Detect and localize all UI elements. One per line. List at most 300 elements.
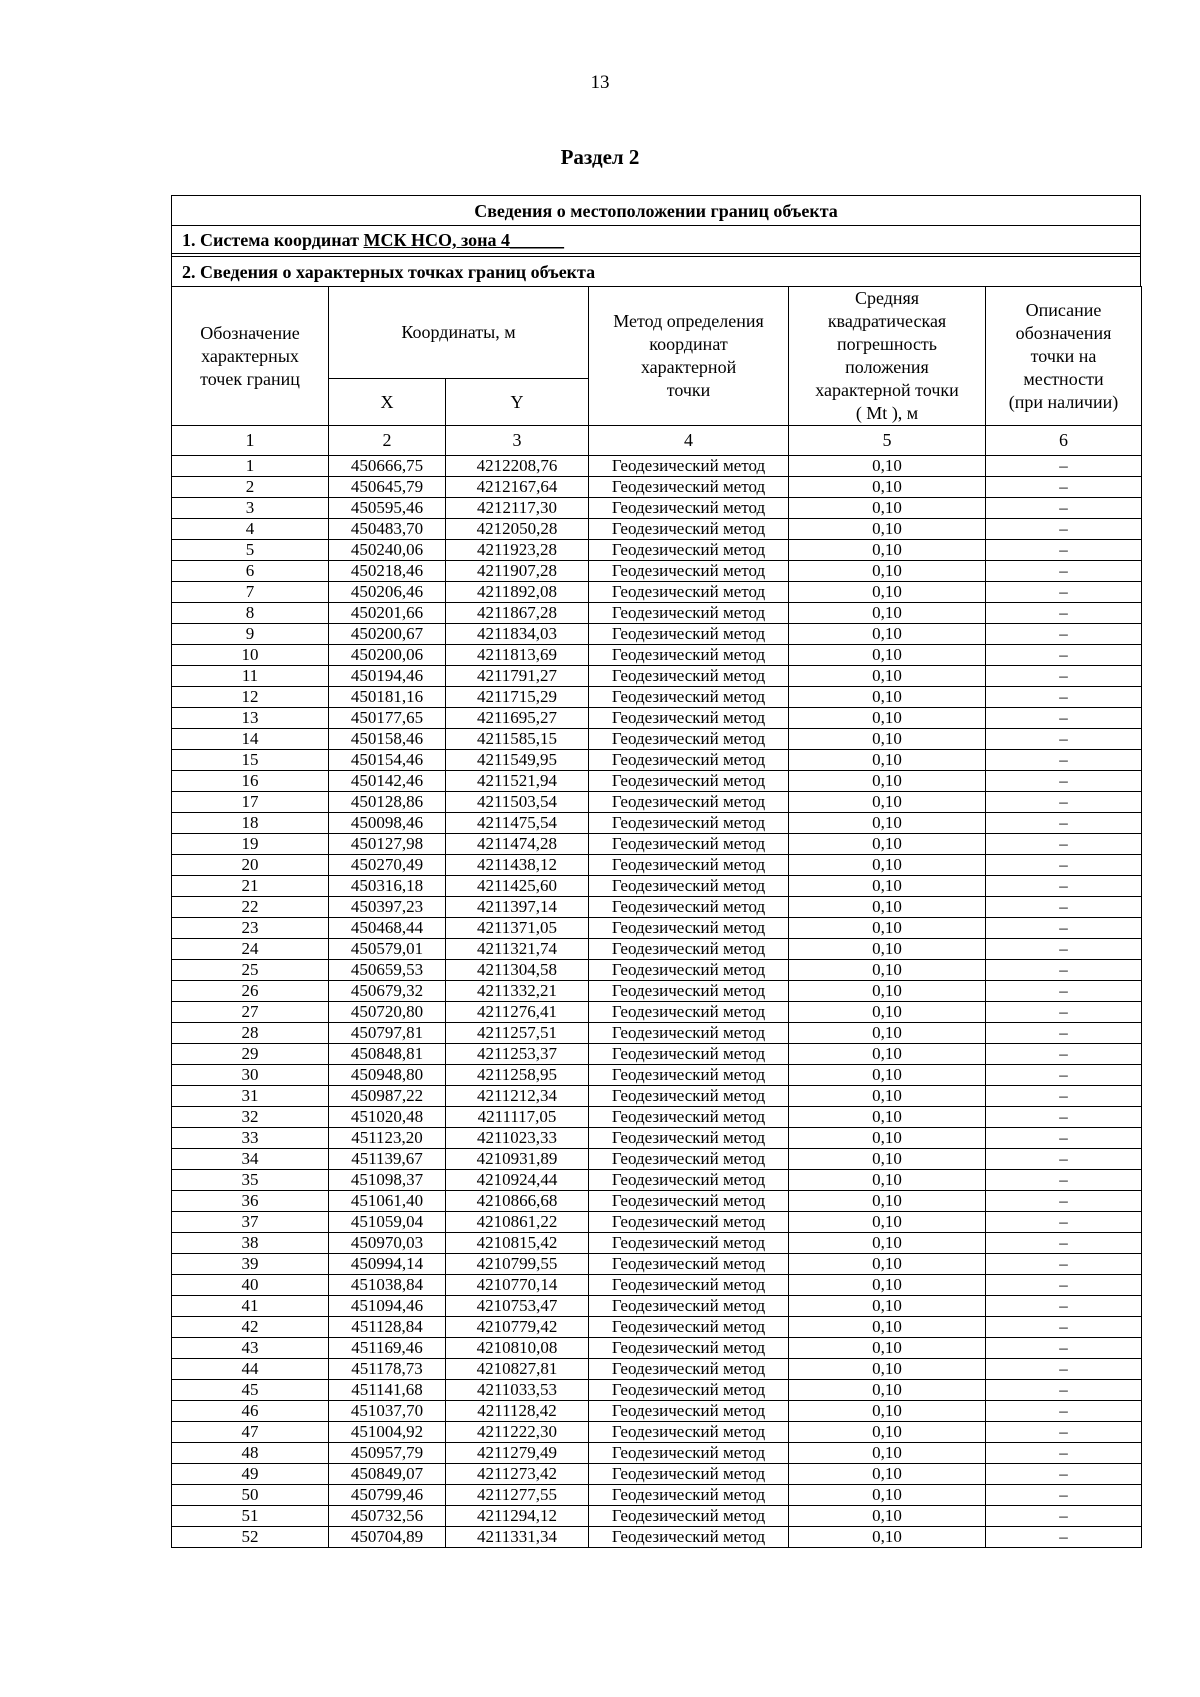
x-coordinate: 450127,98 <box>329 834 446 855</box>
description-cell: – <box>986 477 1142 498</box>
method-cell: Геодезический метод <box>589 477 789 498</box>
point-number: 30 <box>172 1065 329 1086</box>
y-coordinate: 4211892,08 <box>446 582 589 603</box>
point-number: 35 <box>172 1170 329 1191</box>
method-cell: Геодезический метод <box>589 498 789 519</box>
description-cell: – <box>986 603 1142 624</box>
table-row <box>172 1380 1142 1401</box>
y-coordinate: 4211294,12 <box>446 1506 589 1527</box>
error-cell: 0,10 <box>789 1527 986 1548</box>
method-cell: Геодезический метод <box>589 561 789 582</box>
description-cell: – <box>986 1380 1142 1401</box>
coordinate-system-value: МСК НСО, зона 4______ <box>363 230 565 250</box>
x-coordinate: 450098,46 <box>329 813 446 834</box>
table-row <box>172 1023 1142 1044</box>
table-row <box>172 687 1142 708</box>
y-coordinate: 4211521,94 <box>446 771 589 792</box>
method-cell: Геодезический метод <box>589 1002 789 1023</box>
y-coordinate: 4211331,34 <box>446 1527 589 1548</box>
table-row <box>172 1527 1142 1548</box>
point-number: 14 <box>172 729 329 750</box>
header-designation: Обозначение характерных точек границ <box>172 287 329 426</box>
x-coordinate: 451094,46 <box>329 1296 446 1317</box>
x-coordinate: 450994,14 <box>329 1254 446 1275</box>
point-number: 26 <box>172 981 329 1002</box>
table-title: Сведения о местоположении границ объекта <box>171 195 1141 225</box>
point-number: 41 <box>172 1296 329 1317</box>
description-cell: – <box>986 1107 1142 1128</box>
method-cell: Геодезический метод <box>589 1506 789 1527</box>
y-coordinate: 4211791,27 <box>446 666 589 687</box>
description-cell: – <box>986 1065 1142 1086</box>
method-cell: Геодезический метод <box>589 855 789 876</box>
x-coordinate: 450181,16 <box>329 687 446 708</box>
table-row <box>172 624 1142 645</box>
error-cell: 0,10 <box>789 918 986 939</box>
method-cell: Геодезический метод <box>589 1254 789 1275</box>
point-number: 36 <box>172 1191 329 1212</box>
point-number: 4 <box>172 519 329 540</box>
error-cell: 0,10 <box>789 519 986 540</box>
point-number: 45 <box>172 1380 329 1401</box>
x-coordinate: 451141,68 <box>329 1380 446 1401</box>
y-coordinate: 4211715,29 <box>446 687 589 708</box>
method-cell: Геодезический метод <box>589 519 789 540</box>
point-number: 49 <box>172 1464 329 1485</box>
description-cell: – <box>986 750 1142 771</box>
table-row <box>172 645 1142 666</box>
description-cell: – <box>986 1359 1142 1380</box>
point-number: 29 <box>172 1044 329 1065</box>
method-cell: Геодезический метод <box>589 918 789 939</box>
point-number: 12 <box>172 687 329 708</box>
description-cell: – <box>986 834 1142 855</box>
error-cell: 0,10 <box>789 1506 986 1527</box>
y-coordinate: 4210866,68 <box>446 1191 589 1212</box>
table-row <box>172 855 1142 876</box>
point-number: 47 <box>172 1422 329 1443</box>
x-coordinate: 450679,32 <box>329 981 446 1002</box>
point-number: 10 <box>172 645 329 666</box>
table-row <box>172 1359 1142 1380</box>
error-cell: 0,10 <box>789 1401 986 1422</box>
y-coordinate: 4211813,69 <box>446 645 589 666</box>
y-coordinate: 4211549,95 <box>446 750 589 771</box>
table-row <box>172 1254 1142 1275</box>
error-cell: 0,10 <box>789 1443 986 1464</box>
description-cell: – <box>986 687 1142 708</box>
y-coordinate: 4211332,21 <box>446 981 589 1002</box>
error-cell: 0,10 <box>789 561 986 582</box>
point-number: 37 <box>172 1212 329 1233</box>
y-coordinate: 4211867,28 <box>446 603 589 624</box>
y-coordinate: 4210770,14 <box>446 1275 589 1296</box>
table-row <box>172 1212 1142 1233</box>
description-cell: – <box>986 498 1142 519</box>
x-coordinate: 450158,46 <box>329 729 446 750</box>
y-coordinate: 4211273,42 <box>446 1464 589 1485</box>
table-row <box>172 519 1142 540</box>
method-cell: Геодезический метод <box>589 960 789 981</box>
point-number: 25 <box>172 960 329 981</box>
error-cell: 0,10 <box>789 1128 986 1149</box>
x-coordinate: 450948,80 <box>329 1065 446 1086</box>
y-coordinate: 4210815,42 <box>446 1233 589 1254</box>
method-cell: Геодезический метод <box>589 1359 789 1380</box>
description-cell: – <box>986 897 1142 918</box>
x-coordinate: 451098,37 <box>329 1170 446 1191</box>
point-number: 11 <box>172 666 329 687</box>
point-number: 27 <box>172 1002 329 1023</box>
x-coordinate: 451061,40 <box>329 1191 446 1212</box>
error-cell: 0,10 <box>789 813 986 834</box>
method-cell: Геодезический метод <box>589 981 789 1002</box>
x-coordinate: 451020,48 <box>329 1107 446 1128</box>
error-cell: 0,10 <box>789 708 986 729</box>
x-coordinate: 451169,46 <box>329 1338 446 1359</box>
method-cell: Геодезический метод <box>589 939 789 960</box>
error-cell: 0,10 <box>789 1317 986 1338</box>
description-cell: – <box>986 645 1142 666</box>
error-cell: 0,10 <box>789 750 986 771</box>
y-coordinate: 4211425,60 <box>446 876 589 897</box>
error-cell: 0,10 <box>789 477 986 498</box>
y-coordinate: 4211253,37 <box>446 1044 589 1065</box>
point-number: 44 <box>172 1359 329 1380</box>
point-number: 23 <box>172 918 329 939</box>
error-cell: 0,10 <box>789 1296 986 1317</box>
y-coordinate: 4210799,55 <box>446 1254 589 1275</box>
y-coordinate: 4211371,05 <box>446 918 589 939</box>
method-cell: Геодезический метод <box>589 1233 789 1254</box>
y-coordinate: 4211128,42 <box>446 1401 589 1422</box>
table-row <box>172 771 1142 792</box>
description-cell: – <box>986 729 1142 750</box>
header-x: X <box>329 379 446 426</box>
method-cell: Геодезический метод <box>589 1086 789 1107</box>
error-cell: 0,10 <box>789 771 986 792</box>
y-coordinate: 4211585,15 <box>446 729 589 750</box>
table-row <box>172 1443 1142 1464</box>
description-cell: – <box>986 1254 1142 1275</box>
description-cell: – <box>986 1338 1142 1359</box>
point-number: 38 <box>172 1233 329 1254</box>
x-coordinate: 450579,01 <box>329 939 446 960</box>
description-cell: – <box>986 939 1142 960</box>
description-cell: – <box>986 624 1142 645</box>
point-number: 16 <box>172 771 329 792</box>
method-cell: Геодезический метод <box>589 1275 789 1296</box>
description-cell: – <box>986 1212 1142 1233</box>
table-row <box>172 981 1142 1002</box>
description-cell: – <box>986 1233 1142 1254</box>
error-cell: 0,10 <box>789 645 986 666</box>
description-cell: – <box>986 1485 1142 1506</box>
table-row <box>172 1233 1142 1254</box>
y-coordinate: 4211695,27 <box>446 708 589 729</box>
x-coordinate: 450201,66 <box>329 603 446 624</box>
table-row <box>172 1317 1142 1338</box>
table-row <box>172 1170 1142 1191</box>
table-row <box>172 897 1142 918</box>
error-cell: 0,10 <box>789 1212 986 1233</box>
point-number: 52 <box>172 1527 329 1548</box>
error-cell: 0,10 <box>789 729 986 750</box>
table-row <box>172 834 1142 855</box>
table-row <box>172 603 1142 624</box>
table-row <box>172 1002 1142 1023</box>
point-number: 8 <box>172 603 329 624</box>
column-number: 3 <box>446 426 589 456</box>
table-row <box>172 813 1142 834</box>
description-cell: – <box>986 1506 1142 1527</box>
method-cell: Геодезический метод <box>589 1212 789 1233</box>
x-coordinate: 450200,67 <box>329 624 446 645</box>
x-coordinate: 451037,70 <box>329 1401 446 1422</box>
description-cell: – <box>986 1275 1142 1296</box>
method-cell: Геодезический метод <box>589 750 789 771</box>
y-coordinate: 4211304,58 <box>446 960 589 981</box>
description-cell: – <box>986 456 1142 477</box>
description-cell: – <box>986 1443 1142 1464</box>
description-cell: – <box>986 1422 1142 1443</box>
table-row <box>172 1149 1142 1170</box>
x-coordinate: 450987,22 <box>329 1086 446 1107</box>
error-cell: 0,10 <box>789 1359 986 1380</box>
y-coordinate: 4211907,28 <box>446 561 589 582</box>
point-number: 43 <box>172 1338 329 1359</box>
description-cell: – <box>986 1170 1142 1191</box>
description-cell: – <box>986 813 1142 834</box>
x-coordinate: 450154,46 <box>329 750 446 771</box>
method-cell: Геодезический метод <box>589 1191 789 1212</box>
method-cell: Геодезический метод <box>589 771 789 792</box>
error-cell: 0,10 <box>789 603 986 624</box>
y-coordinate: 4211277,55 <box>446 1485 589 1506</box>
point-number: 40 <box>172 1275 329 1296</box>
method-cell: Геодезический метод <box>589 1527 789 1548</box>
error-cell: 0,10 <box>789 1023 986 1044</box>
table-row <box>172 729 1142 750</box>
method-cell: Геодезический метод <box>589 1401 789 1422</box>
header-y: Y <box>446 379 589 426</box>
table-row <box>172 1275 1142 1296</box>
error-cell: 0,10 <box>789 1464 986 1485</box>
error-cell: 0,10 <box>789 897 986 918</box>
method-cell: Геодезический метод <box>589 666 789 687</box>
x-coordinate: 450128,86 <box>329 792 446 813</box>
point-number: 46 <box>172 1401 329 1422</box>
x-coordinate: 450200,06 <box>329 645 446 666</box>
x-coordinate: 450970,03 <box>329 1233 446 1254</box>
x-coordinate: 450799,46 <box>329 1485 446 1506</box>
method-cell: Геодезический метод <box>589 1338 789 1359</box>
x-coordinate: 450218,46 <box>329 561 446 582</box>
x-coordinate: 450595,46 <box>329 498 446 519</box>
y-coordinate: 4210861,22 <box>446 1212 589 1233</box>
error-cell: 0,10 <box>789 1107 986 1128</box>
x-coordinate: 451038,84 <box>329 1275 446 1296</box>
y-coordinate: 4211321,74 <box>446 939 589 960</box>
point-number: 20 <box>172 855 329 876</box>
table-row <box>172 1464 1142 1485</box>
description-cell: – <box>986 519 1142 540</box>
point-number: 21 <box>172 876 329 897</box>
description-cell: – <box>986 855 1142 876</box>
points-table-body <box>172 456 1142 1548</box>
header-method: Метод определения координат характерной точки <box>589 287 789 426</box>
error-cell: 0,10 <box>789 1065 986 1086</box>
y-coordinate: 4211117,05 <box>446 1107 589 1128</box>
x-coordinate: 450957,79 <box>329 1443 446 1464</box>
error-cell: 0,10 <box>789 876 986 897</box>
x-coordinate: 450468,44 <box>329 918 446 939</box>
point-number: 28 <box>172 1023 329 1044</box>
y-coordinate: 4211212,34 <box>446 1086 589 1107</box>
y-coordinate: 4210931,89 <box>446 1149 589 1170</box>
description-cell: – <box>986 1023 1142 1044</box>
method-cell: Геодезический метод <box>589 1023 789 1044</box>
section-title: Раздел 2 <box>560 145 640 169</box>
x-coordinate: 450483,70 <box>329 519 446 540</box>
error-cell: 0,10 <box>789 1002 986 1023</box>
description-cell: – <box>986 876 1142 897</box>
header-coordinates: Координаты, м <box>329 287 589 379</box>
table-row <box>172 1506 1142 1527</box>
y-coordinate: 4211279,49 <box>446 1443 589 1464</box>
table-row <box>172 918 1142 939</box>
table-row <box>172 1338 1142 1359</box>
error-cell: 0,10 <box>789 1275 986 1296</box>
y-coordinate: 4211474,28 <box>446 834 589 855</box>
point-number: 17 <box>172 792 329 813</box>
table-row <box>172 1422 1142 1443</box>
y-coordinate: 4212167,64 <box>446 477 589 498</box>
description-cell: – <box>986 1044 1142 1065</box>
point-number: 19 <box>172 834 329 855</box>
x-coordinate: 450645,79 <box>329 477 446 498</box>
point-number: 6 <box>172 561 329 582</box>
boundary-info-table <box>171 195 1141 1548</box>
error-cell: 0,10 <box>789 834 986 855</box>
table-row <box>172 540 1142 561</box>
x-coordinate: 451059,04 <box>329 1212 446 1233</box>
error-cell: 0,10 <box>789 582 986 603</box>
y-coordinate: 4210753,47 <box>446 1296 589 1317</box>
column-number: 2 <box>329 426 446 456</box>
error-cell: 0,10 <box>789 498 986 519</box>
header-description: Описание обозначения точки на местности (при наличии) <box>986 287 1142 426</box>
error-cell: 0,10 <box>789 939 986 960</box>
description-cell: – <box>986 1128 1142 1149</box>
x-coordinate: 450848,81 <box>329 1044 446 1065</box>
method-cell: Геодезический метод <box>589 1128 789 1149</box>
method-cell: Геодезический метод <box>589 582 789 603</box>
error-cell: 0,10 <box>789 1170 986 1191</box>
error-cell: 0,10 <box>789 981 986 1002</box>
y-coordinate: 4211023,33 <box>446 1128 589 1149</box>
method-cell: Геодезический метод <box>589 1464 789 1485</box>
error-cell: 0,10 <box>789 1380 986 1401</box>
error-cell: 0,10 <box>789 1044 986 1065</box>
description-cell: – <box>986 981 1142 1002</box>
description-cell: – <box>986 1149 1142 1170</box>
table-row <box>172 1401 1142 1422</box>
method-cell: Геодезический метод <box>589 603 789 624</box>
x-coordinate: 450240,06 <box>329 540 446 561</box>
column-number: 4 <box>589 426 789 456</box>
x-coordinate: 450666,75 <box>329 456 446 477</box>
y-coordinate: 4211033,53 <box>446 1380 589 1401</box>
y-coordinate: 4210810,08 <box>446 1338 589 1359</box>
method-cell: Геодезический метод <box>589 456 789 477</box>
table-row <box>172 939 1142 960</box>
y-coordinate: 4210827,81 <box>446 1359 589 1380</box>
table-row <box>172 456 1142 477</box>
x-coordinate: 450270,49 <box>329 855 446 876</box>
y-coordinate: 4211923,28 <box>446 540 589 561</box>
description-cell: – <box>986 1317 1142 1338</box>
x-coordinate: 451004,92 <box>329 1422 446 1443</box>
description-cell: – <box>986 1002 1142 1023</box>
error-cell: 0,10 <box>789 1086 986 1107</box>
y-coordinate: 4211438,12 <box>446 855 589 876</box>
table-row <box>172 708 1142 729</box>
error-cell: 0,10 <box>789 624 986 645</box>
description-cell: – <box>986 708 1142 729</box>
error-cell: 0,10 <box>789 456 986 477</box>
y-coordinate: 4211258,95 <box>446 1065 589 1086</box>
error-cell: 0,10 <box>789 1254 986 1275</box>
description-cell: – <box>986 1296 1142 1317</box>
method-cell: Геодезический метод <box>589 1422 789 1443</box>
point-number: 39 <box>172 1254 329 1275</box>
x-coordinate: 450720,80 <box>329 1002 446 1023</box>
x-coordinate: 451128,84 <box>329 1317 446 1338</box>
coordinate-system-row <box>171 225 1141 253</box>
x-coordinate: 450316,18 <box>329 876 446 897</box>
point-number: 2 <box>172 477 329 498</box>
x-coordinate: 451139,67 <box>329 1149 446 1170</box>
x-coordinate: 450397,23 <box>329 897 446 918</box>
description-cell: – <box>986 666 1142 687</box>
method-cell: Геодезический метод <box>589 834 789 855</box>
description-cell: – <box>986 771 1142 792</box>
error-cell: 0,10 <box>789 1191 986 1212</box>
error-cell: 0,10 <box>789 540 986 561</box>
y-coordinate: 4212050,28 <box>446 519 589 540</box>
point-number: 7 <box>172 582 329 603</box>
x-coordinate: 450206,46 <box>329 582 446 603</box>
description-cell: – <box>986 1527 1142 1548</box>
table-row <box>172 498 1142 519</box>
column-number: 1 <box>172 426 329 456</box>
method-cell: Геодезический метод <box>589 876 789 897</box>
point-number: 42 <box>172 1317 329 1338</box>
method-cell: Геодезический метод <box>589 1485 789 1506</box>
description-cell: – <box>986 582 1142 603</box>
y-coordinate: 4211276,41 <box>446 1002 589 1023</box>
method-cell: Геодезический метод <box>589 1443 789 1464</box>
point-number: 9 <box>172 624 329 645</box>
table-row <box>172 750 1142 771</box>
point-number: 31 <box>172 1086 329 1107</box>
table-row <box>172 1485 1142 1506</box>
header-error: Средняя квадратическая погрешность положения характерной точки ( Mt ), м <box>789 287 986 426</box>
description-cell: – <box>986 918 1142 939</box>
point-number: 1 <box>172 456 329 477</box>
x-coordinate: 450177,65 <box>329 708 446 729</box>
